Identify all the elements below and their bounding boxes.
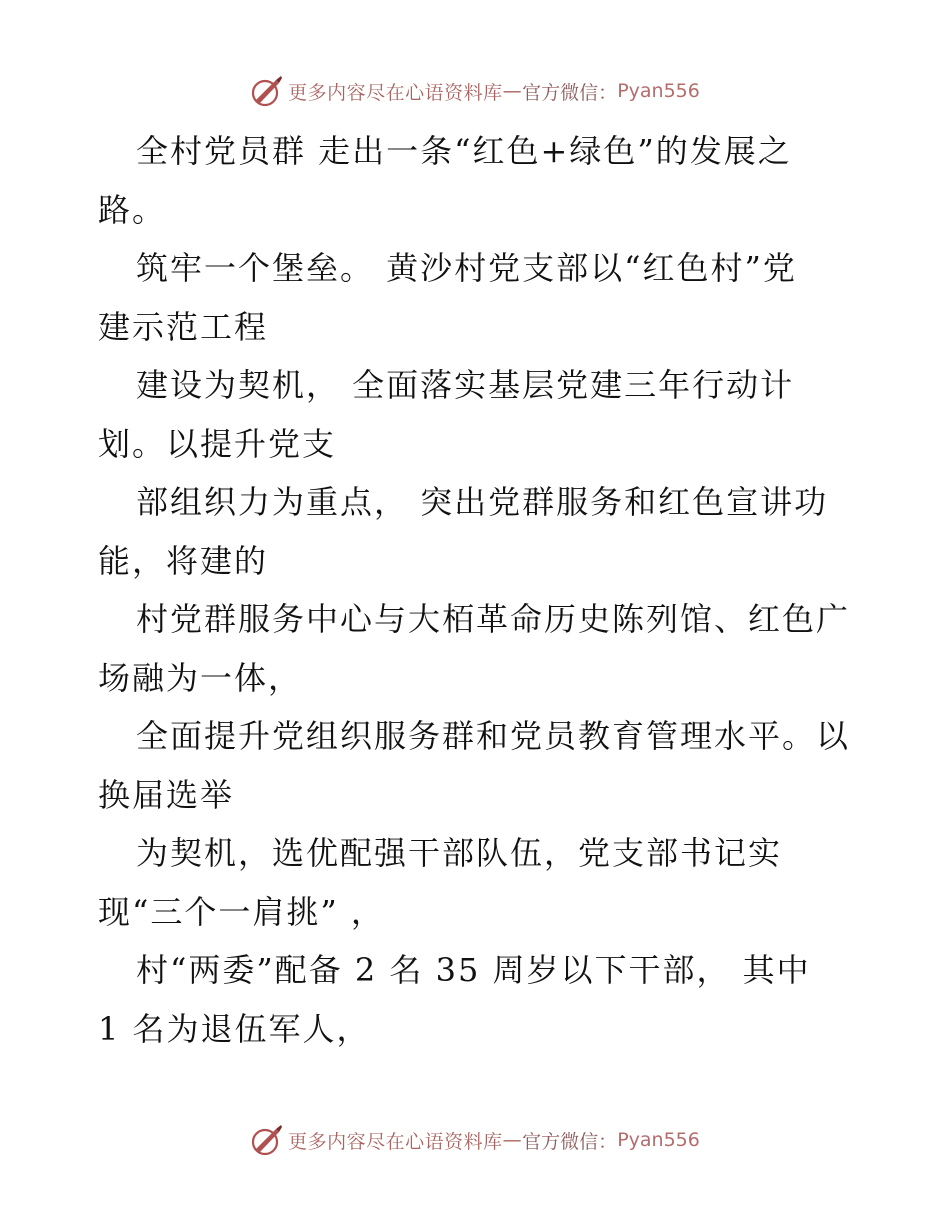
text-line: 建示范工程 bbox=[98, 307, 269, 346]
text-line: 全面提升党组织服务群和党员教育管理水平。以 bbox=[136, 717, 851, 755]
footer-watermark bbox=[0, 1120, 950, 1160]
text-line: 路。 bbox=[98, 190, 167, 229]
watermark-wechat-id: Pyan556 bbox=[617, 1129, 700, 1151]
text-line: 筑牢一个堡垒。 黄沙村党支部以“红色村”党 bbox=[136, 249, 797, 287]
watermark-site-text: 更多内容尽在心语资料库 bbox=[288, 1130, 503, 1153]
text-line: 换届选举 bbox=[98, 775, 235, 814]
watermark-dash: — bbox=[502, 80, 523, 102]
watermark-wechat-id: Pyan556 bbox=[617, 80, 700, 102]
text-line: 现“三个一肩挑” ， bbox=[98, 892, 385, 931]
text-line: 部组织力为重点， 突出党群服务和红色宣讲功 bbox=[136, 483, 829, 521]
text-line: 村党群服务中心与大栢革命历史陈列馆、红色广 bbox=[136, 600, 851, 638]
quill-pen-logo-icon bbox=[250, 74, 284, 108]
document-body bbox=[98, 122, 858, 1058]
text-line: 1 名为退伍军人， bbox=[98, 1009, 371, 1048]
watermark-wechat-label: 官方微信： bbox=[522, 81, 618, 104]
text-line: 能，将建的 bbox=[98, 541, 269, 580]
text-line: 为契机，选优配强干部队伍，党支部书记实 bbox=[136, 834, 783, 872]
quill-pen-logo-icon bbox=[250, 1123, 284, 1157]
header-watermark bbox=[0, 71, 950, 111]
text-line: 全村党员群 走出一条“红色+绿色”的发展之 bbox=[136, 132, 792, 170]
watermark-dash: — bbox=[502, 1129, 523, 1151]
text-line: 划。以提升党支 bbox=[98, 424, 337, 463]
watermark-wechat-label: 官方微信： bbox=[522, 1130, 618, 1153]
text-line: 建设为契机， 全面落实基层党建三年行动计 bbox=[136, 366, 795, 404]
watermark-site-text: 更多内容尽在心语资料库 bbox=[288, 81, 503, 104]
text-line: 村“两委”配备 2 名 35 周岁以下干部， 其中 bbox=[136, 951, 811, 989]
text-line: 场融为一体， bbox=[98, 658, 303, 697]
